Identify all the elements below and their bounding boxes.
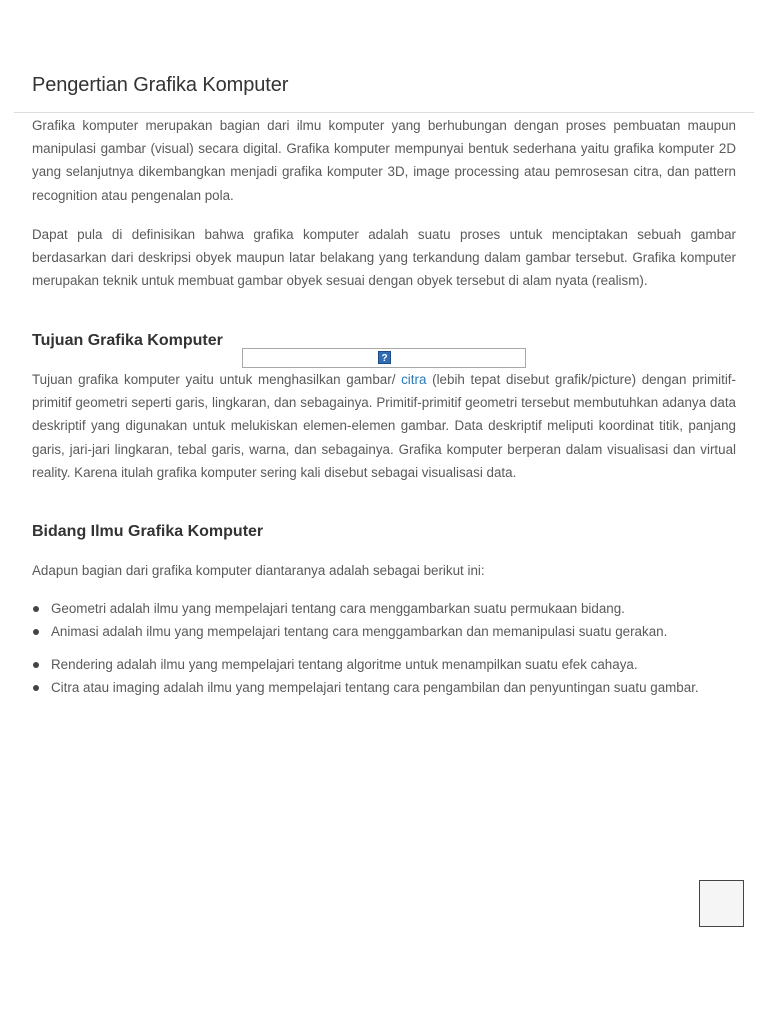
bullet-icon xyxy=(33,606,39,612)
tujuan-paragraph xyxy=(32,368,736,484)
tujuan-text-end: (lebih tepat disebut grafik/picture) dengan primitif-primitif geometri seperti garis, lingkaran, dan sebagainya. Primitif-primitif geometri tersebut membutuhkan adanya data deskriptif yang digunakan untuk melukiskan elemen-elemen gambar. Data deskriptif meliputi koordinat titik, panjang garis, jari-jari lingkaran, tebal garis, warna, dan sebagainya. Grafika komputer berperan dalam visualisasi dan virtual reality. Karena itulah grafika komputer sering kali disebut sebagai visualisasi data. xyxy=(32,372,736,480)
list-item-text: Animasi adalah ilmu yang mempelajari tentang cara menggambarkan dan memanipulasi suatu gerakan. xyxy=(51,624,668,640)
list-item-text: Rendering adalah ilmu yang mempelajari tentang algoritme untuk menampilkan suatu efek cahaya. xyxy=(51,657,638,672)
list-item xyxy=(32,676,736,699)
broken-image-icon: ? xyxy=(378,351,391,364)
section-heading-bidang: Bidang Ilmu Grafika Komputer xyxy=(32,523,264,540)
bullet-icon xyxy=(33,629,39,635)
list-item xyxy=(32,620,736,643)
broken-image-placeholder xyxy=(242,348,526,368)
bidang-intro: Adapun bagian dari grafika komputer diantaranya adalah sebagai berikut ini: xyxy=(32,563,485,578)
section-heading-tujuan: Tujuan Grafika Komputer xyxy=(32,332,223,349)
tujuan-text-start: Tujuan grafika komputer yaitu untuk menghasilkan gambar/ xyxy=(32,372,402,387)
bullet-icon xyxy=(33,662,39,668)
list-item xyxy=(32,597,736,620)
list-item-text: Geometri adalah ilmu yang mempelajari tentang cara menggambarkan suatu permukaan bidang. xyxy=(51,601,625,616)
intro-paragraph-1: Grafika komputer merupakan bagian dari ilmu komputer yang berhubungan dengan proses pembuatan maupun manipulasi gambar (visual) secara digital. Grafika komputer mempunyai bentuk sederhana yaitu grafika komputer 2D yang selanjutnya dikembangkan menjadi grafika komputer 3D, image processing atau pemrosesan citra, dan pattern recognition atau pengenalan pola. xyxy=(32,118,736,203)
bidang-list-a xyxy=(32,597,736,643)
intro-paragraph-2: Dapat pula di definisikan bahwa grafika komputer adalah suatu proses untuk menciptakan sebuah gambar berdasarkan dari deskripsi obyek maupun latar belakang yang terkandung dalam gambar tersebut. Grafika komputer merupakan teknik untuk membuat gambar obyek sesuai dengan obyek tersebut di alam nyata (realism). xyxy=(32,227,736,289)
bullet-icon xyxy=(33,685,39,691)
bidang-list-b xyxy=(32,653,736,699)
page-title: Pengertian Grafika Komputer xyxy=(32,74,289,96)
list-item-text: Citra atau imaging adalah ilmu yang mempelajari tentang cara pengambilan dan penyuntingan suatu gambar. xyxy=(51,680,699,696)
title-divider xyxy=(14,112,754,113)
corner-widget-box[interactable] xyxy=(699,880,744,927)
citra-link[interactable]: citra xyxy=(401,372,427,387)
list-item xyxy=(32,653,736,676)
